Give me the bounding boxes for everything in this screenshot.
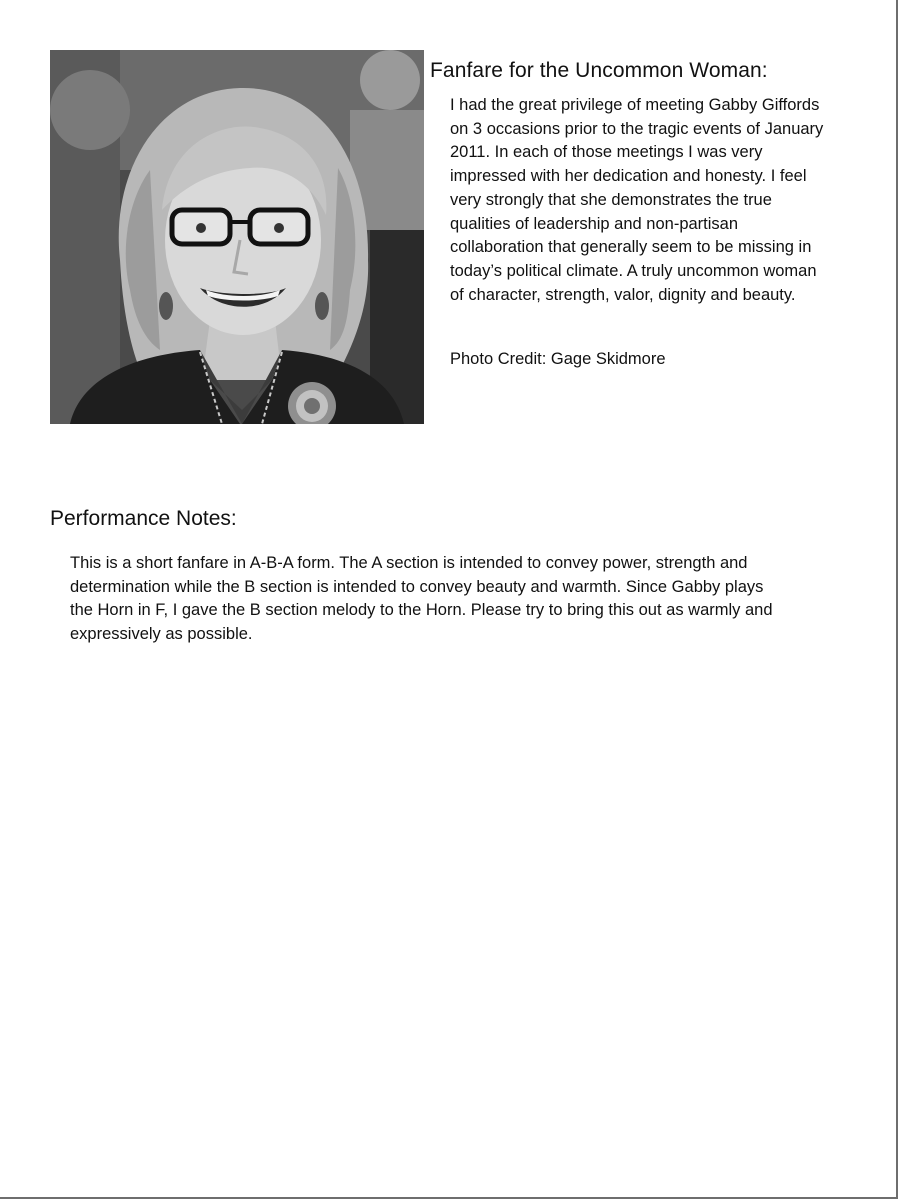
performance-notes-title: Performance Notes: xyxy=(50,507,237,530)
tribute-text: I had the great privilege of meeting Gabby Giffords on 3 occasions prior to the tragic events of January 2011. In each of those meetings I was very impressed with her dedication and honesty. I feel very strongly that she demonstrates the true qualities of leadership and non-partisan collaboration that generally seem to be missing in today’s political climate. A truly uncommon woman of character, strength, valor, dignity and beauty. xyxy=(450,96,824,304)
performance-notes-section xyxy=(50,506,850,647)
performance-notes-text: This is a short fanfare in A-B-A form. The A section is intended to convey power, strength and determination while the B section is intended to convey beauty and warmth. Since Gabby plays the Horn in F, I gave the B section melody to the Horn. Please try to bring this out as warmly and expressively as possible. xyxy=(70,554,773,644)
tribute-title: Fanfare for the Uncommon Woman: xyxy=(430,59,768,82)
portrait-photo xyxy=(50,50,424,424)
tribute-section xyxy=(430,58,850,371)
photo-credit: Photo Credit: Gage Skidmore xyxy=(450,350,666,369)
